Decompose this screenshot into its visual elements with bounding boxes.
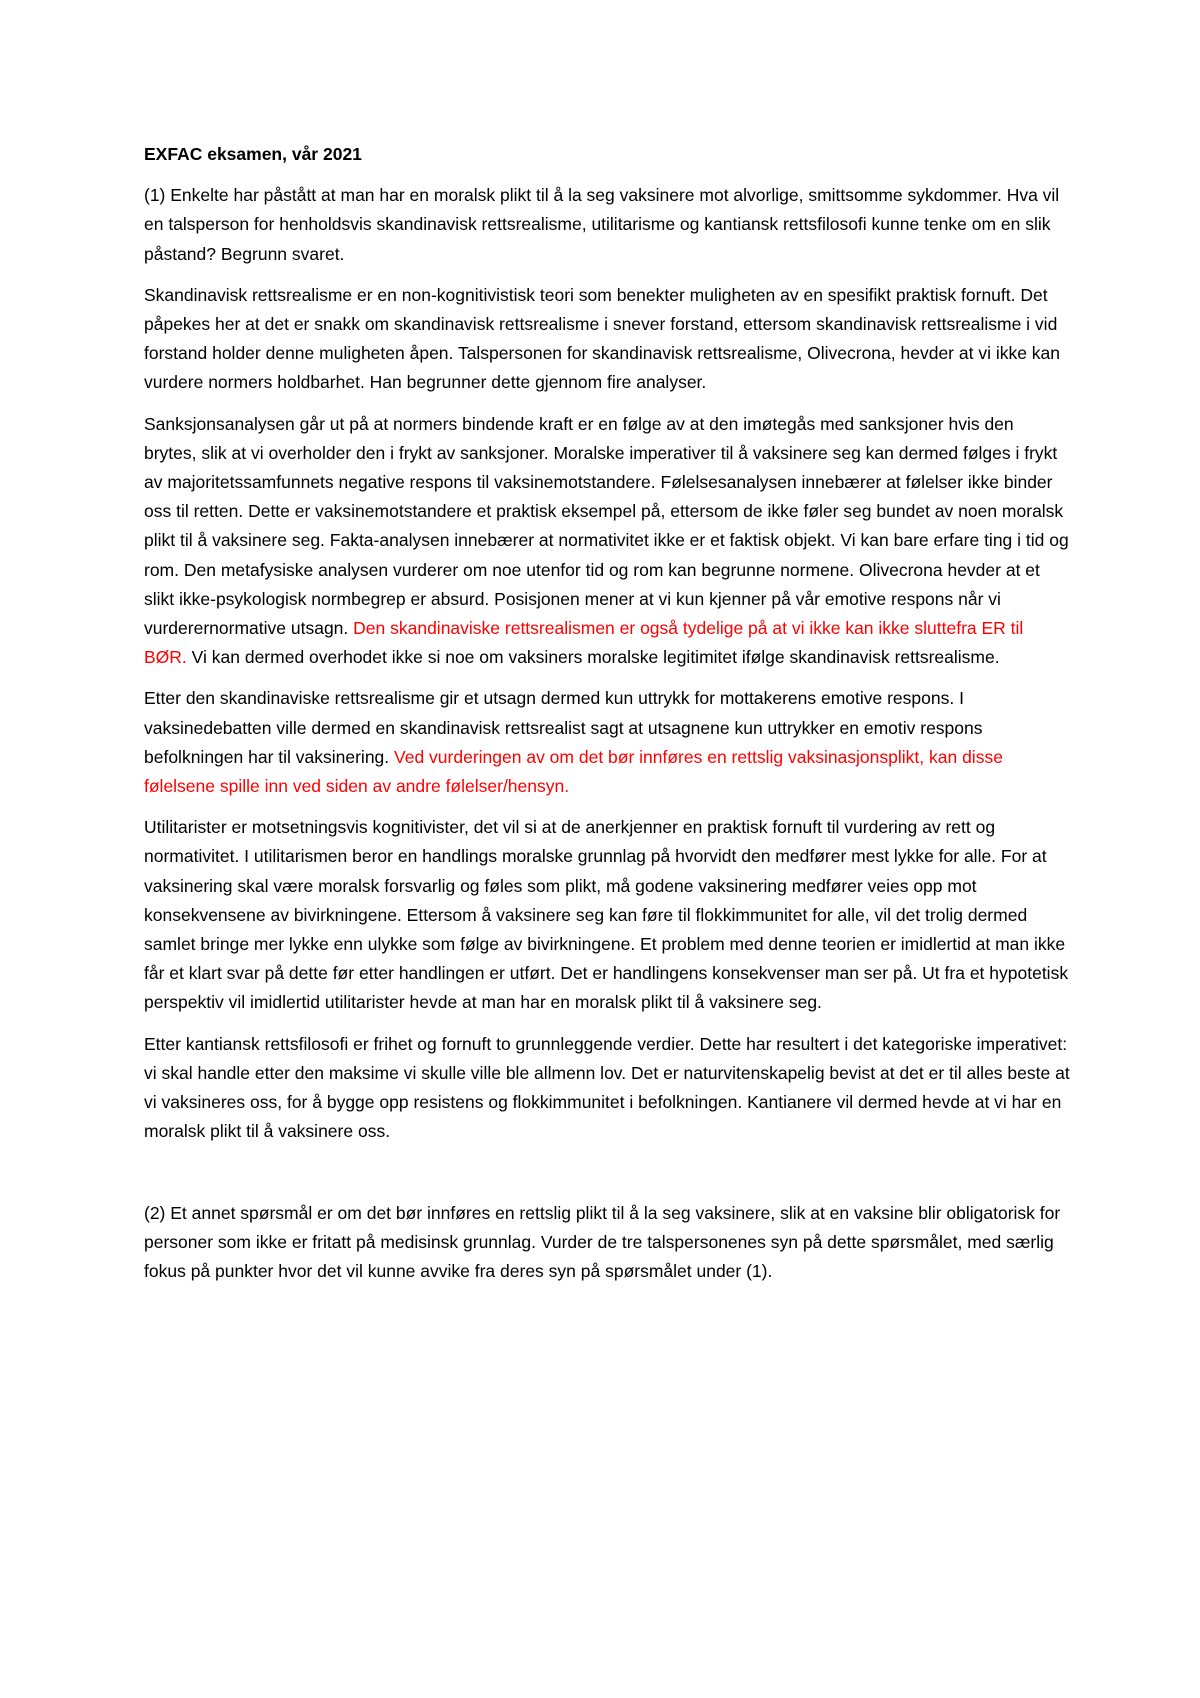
question-1-number: (1) [144, 185, 166, 206]
paragraph-analyses [144, 410, 1070, 673]
question-2-text: Et annet spørsmål er om det bør innføres en rettslig plikt til å la seg vaksinere, slik at en vaksine blir obligatorisk for personer som ikke er fritatt på medisinsk grunnlag. Vurder de tre talspersonenes syn på dette spørsmålet, med særlig fokus på punkter hvor det vil kunne avvike fra deres syn på spørsmålet under (1). [144, 1202, 1061, 1281]
highlighted-text: Den skandinaviske rettsrealismen er også tydelige på at vi ikke kan ikke sluttefra ER til BØR. [144, 618, 1024, 668]
paragraph-utilitarianism: Utilitarister er motsetningsvis kognitivister, det vil si at de anerkjenner en praktisk fornuft til vurdering av rett og normativitet. I utilitarismen beror en handlings moralske grunnlag på hvorvidt den medfører mest lykke for alle. For at vaksinering skal være moralsk forsvarlig og føles som plikt, må godene vaksinering medfører veies opp mot konsekvensene av bivirkningene. Ettersom å vaksinere seg kan føre til flokkimmunitet for alle, vil det trolig dermed samlet bringe mer lykke enn ulykke som følge av bivirkningene. Et problem med denne teorien er imidlertid at man ikke får et klart svar på dette før etter handlingen er utført. Det er handlingens konsekvenser man ser på. Ut fra et hypotetisk perspektiv vil imidlertid utilitarister hevde at man har en moralsk plikt til å vaksinere seg. [144, 817, 1069, 1013]
highlighted-text: Ved vurderingen av om det bør innføres en rettslig vaksinasjonsplikt, kan disse følelsene spille inn ved siden av andre følelser/hensyn. [144, 746, 1003, 797]
question-1-text: Enkelte har påstått at man har en moralsk plikt til å la seg vaksinere mot alvorlige, smittsomme sykdommer. Hva vil en talsperson for henholdsvis skandinavisk rettsrealisme, utilitarisme og kantiansk rettsfilosofi kunne tenke om en slik påstand? Begrunn svaret. [144, 185, 1060, 264]
document-page [144, 140, 1070, 1298]
paragraph-emotive-response [144, 684, 1070, 801]
question-2-number: (2) [144, 1202, 166, 1223]
document-title: EXFAC eksamen, vår 2021 [144, 144, 362, 164]
question-2 [144, 1199, 1070, 1287]
question-1 [144, 181, 1070, 269]
spacer [144, 1159, 1070, 1199]
paragraph-analyses-text: Sanksjonsanalysen går ut på at normers bindende kraft er en følge av at den imøtegås med sanksjoner hvis den brytes, slik at vi overholder den i frykt av sanksjoner. Moralske imperativer til å vaksinere seg kan dermed følges i frykt av majoritetssamfunnets negative respons til vaksinemotstandere. Følelsesanalysen innebærer at følelser ikke binder oss til retten. Dette er vaksinemotstandere et praktisk eksempel på, ettersom de ikke føler seg bundet av noen moralsk plikt til å vaksinere seg. Fakta-analysen innebærer at normativitet ikke er et faktisk objekt. Vi kan bare erfare ting i tid og rom. Den metafysiske analysen vurderer om noe utenfor tid og rom kan begrunne normene. Olivecrona hevder at et slikt ikke-psykologisk normbegrep er absurd. Posisjonen mener at vi kun kjenner på vår emotive respons når vi vurderernormative utsagn. [144, 413, 1069, 639]
paragraph-analyses-end: Vi kan dermed overhodet ikke si noe om vaksiners moralske legitimitet ifølge skandinavisk rettsrealisme. [186, 647, 1000, 668]
paragraph-kantian: Etter kantiansk rettsfilosofi er frihet og fornuft to grunnleggende verdier. Dette har resultert i det kategoriske imperativet: vi skal handle etter den maksime vi skulle ville ble allmenn lov. Det er naturvitenskapelig bevist at det er til alles beste at vi vaksineres oss, for å bygge opp resistens og flokkimmunitet i befolkningen. Kantianere vil dermed hevde at vi har en moralsk plikt til å vaksinere oss. [144, 1033, 1070, 1142]
paragraph-emotive-text: Etter den skandinaviske rettsrealisme gir et utsagn dermed kun uttrykk for mottakerens emotive respons. I vaksinedebatten ville dermed en skandinavisk rettsrealist sagt at utsagnene kun uttrykker en emotiv respons befolkningen har til vaksinering. [144, 688, 983, 767]
paragraph-scandinavian-realism: Skandinavisk rettsrealisme er en non-kognitivistisk teori som benekter muligheten av en spesifikt praktisk fornuft. Det påpekes her at det er snakk om skandinavisk rettsrealisme i snever forstand, ettersom skandinavisk rettsrealisme i vid forstand holder denne muligheten åpen. Talspersonen for skandinavisk rettsrealisme, Olivecrona, hevder at vi ikke kan vurdere normers holdbarhet. Han begrunner dette gjennom fire analyser. [144, 284, 1061, 393]
